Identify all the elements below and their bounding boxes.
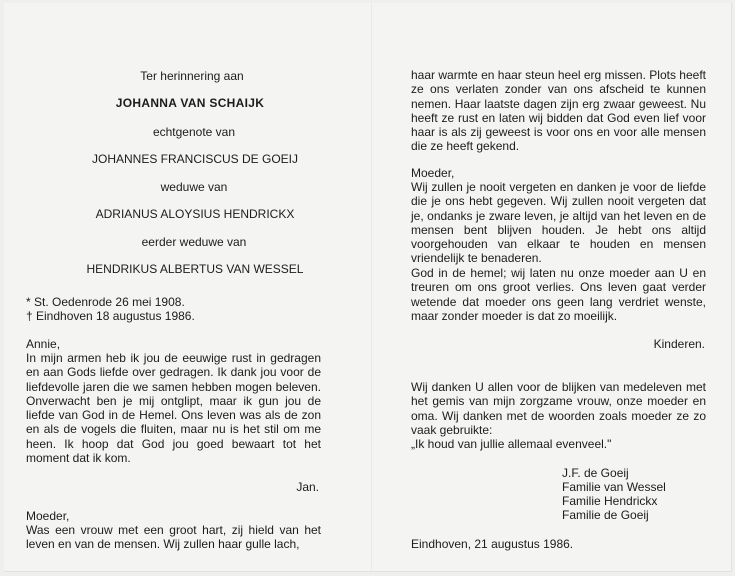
earlier-widow-label: eerder weduwe van <box>141 235 247 249</box>
continuation-text: haar warmte en haar steun heel erg missen. Plots heeft ze ons verlaten zonder van ons afscheid te kunnen nemen. Haar laatste dagen zijn erg zwaar geweest. Nu heeft ze rust en laten wij bidden dat God even lief voor haar is als zij geweest is voor ons en voor alle mensen die ze heeft gekend. <box>411 68 706 154</box>
mother-quote: „Ik houd van jullie allemaal evenveel." <box>411 437 612 451</box>
moeder-salutation: Moeder, <box>26 509 70 523</box>
widow-label: weduwe van <box>160 180 228 194</box>
deceased-name: JOHANNA VAN SCHAIJK <box>115 96 265 110</box>
signatory-4: Familie de Goeij <box>562 508 649 522</box>
annie-salutation: Annie, <box>26 337 61 351</box>
spouse-label: echtgenote van <box>152 125 236 139</box>
first-husband-name: ADRIANUS ALOYSIUS HENDRICKX <box>95 207 295 221</box>
card-fold <box>371 3 372 571</box>
moeder-message: Was een vrouw met een groot hart, zij hield van het leven en van de mensen. Wij zullen haar gulle lach, <box>26 523 321 552</box>
moeder-message-1: Wij zullen je nooit vergeten en danken je voor de liefde die je ons hebt gegeven. Wij zullen nooit vergeten dat je, ondanks je zware leven, je altijd van het leven en de mensen bent blijven houden. Je hebt ons altijd voorgehouden van elkaar te houden en mensen vriendelijk te benaderen. <box>411 180 706 266</box>
kinderen-signature: Kinderen. <box>653 337 705 351</box>
signatory-3: Familie Hendrickx <box>562 494 658 508</box>
annie-message: In mijn armen heb ik jou de eeuwige rust in gedragen en aan Gods liefde over gedragen. Ik dank jou voor de liefdevolle jaren die we samen hebben mogen beleven. Onverwacht ben je mij ontglipt, maar ik gun jou de liefde van God in de Hemel. Ons leven was als de zon en als de vogels die fluiten, maar nu is het stil om me heen. Ik hoop dat God jou goed bewaart tot het moment dat ik kom. <box>26 351 321 466</box>
signatory-2: Familie van Wessel <box>562 480 666 494</box>
death-line: † Eindhoven 18 augustus 1986. <box>26 309 195 323</box>
moeder-salutation-right: Moeder, <box>411 166 455 180</box>
thanks-text: Wij danken U allen voor de blijken van medeleven met het gemis van mijn zorgzame vrouw, onze moeder en oma. Wij danken met de woorden zoals moeder ze zo vaak gebruikte: <box>411 380 706 437</box>
earlier-husband-name: HENDRIKUS ALBERTUS VAN WESSEL <box>86 262 304 276</box>
signatory-1: J.F. de Goeij <box>562 466 629 480</box>
spouse-name: JOHANNES FRANCISCUS DE GOEIJ <box>91 152 299 166</box>
place-date: Eindhoven, 21 augustus 1986. <box>411 537 574 551</box>
intro-text: Ter herinnering aan <box>140 69 244 83</box>
birth-line: * St. Oedenrode 26 mei 1908. <box>26 295 185 309</box>
moeder-message-2: God in de hemel; wij laten nu onze moeder aan U en treuren om ons groot verlies. Ons leven gaat verder wetende dat moeder ons geen lang verdriet wenste, maar zonder moeder is dat zo moeilijk. <box>411 266 706 323</box>
annie-signature: Jan. <box>296 480 319 494</box>
